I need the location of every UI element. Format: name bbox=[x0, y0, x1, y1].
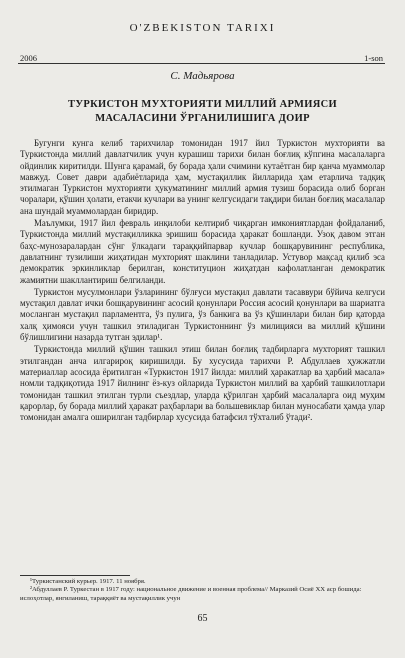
issue-year: 2006 bbox=[20, 53, 37, 63]
paragraph: Туркистонда миллий қўшин ташкил этиш билан боғлиқ тадбирларга мухторият ташкил этилгандан анча илгарироқ киришилди. Бу хусусида тарихчи Р. Абдуллаев ҳужжатли материаллар асосида ёритилган «Туркистон 1917 йилда: миллий ҳаракатлар ва ҳарбий масала» номли тадқиқотида 1917 йилнинг ёз-куз ойларида Туркистон миллий ва ҳарбий ташкилотлари томонидан ташкил этилган турли съездлар, уларда қўрилган ҳарбий масалаларга оид муҳим қарорлар, бу борада миллий ҳаракат раҳбарлари ва большевиклар билан муносабати ҳамда улар томонидан амалга оширилган тадбирлар хусусида батафсил тўхталиб ўтади². bbox=[20, 344, 385, 423]
footnotes bbox=[20, 578, 385, 603]
issue-number: 1-son bbox=[364, 53, 383, 63]
paragraph: Туркистон мусулмонлари ўзларининг бўлғуси мустақил давлати тасаввури бўйича келгуси мустақил давлат ички бошқарувининг асосий қонунлари Россия асосий қонунлари ва шариатга мосланган мустақил парламентга, ўз пулига, ўз банкига ва ўз қўшинлари билан бир қаторда халқ ҳимояси учун ташкил этиладиган Туркистоннинг ўз милицияси ва миллий қўшини бўлишлигини назарда тутган эдилар¹. bbox=[20, 286, 385, 343]
journal-title: O'ZBEKISTON TARIXI bbox=[129, 22, 276, 34]
article-author: С. Мадьярова bbox=[170, 70, 235, 82]
page-number: 65 bbox=[197, 613, 208, 624]
header-rule bbox=[18, 63, 385, 64]
article-body bbox=[20, 138, 385, 424]
paragraph: Маълумки, 1917 йил февраль инқилоби келтириб чиқарган имкониятлардан фойдаланиб, Туркистонда миллий мустақилликка эришиш борасида ҳаракат бошланди. Узоқ давом этган баҳс-мунозаралардан сўнг ўлкадаги тараққийпарвар кучлар бошқарувининг республика, давлатнинг тузилиши жиҳатидан мухторият шаклини танладилар. Устувор мақсад қилиб эса демократик эркинликлар берилган, конституцион жиҳатдан кафолатланган демократик жамиятни шакллантириш белгиланди. bbox=[20, 218, 385, 285]
footnote-rule bbox=[20, 575, 130, 576]
footnote: ¹Туркистанский курьер. 1917. 11 ноября. bbox=[30, 578, 146, 585]
footnote: ²Абдуллаев Р. Туркестан в 1917 году: национальное движение и военная проблема// Марказий Осиё XX аср бошида: ислоҳотлар, янгиланиш, тараққиёт ва мустақиллик учун bbox=[20, 586, 362, 602]
article-title: ТУРКИСТОН МУХТОРИЯТИ МИЛЛИЙ АРМИЯСИ МАСАЛАСИНИ ЎРГАНИЛИШИГА ДОИР bbox=[68, 99, 337, 124]
paragraph: Бугунги кунга келиб тарихчилар томонидан 1917 йил Туркистон мухторияти ва Туркистонда миллий давлатчилик учун курашиш тарихи билан боғлиқ кўпгина масалаларга ойдинлик киритилди. Шунга қарамай, бу борада ҳали счимини кутаётган бир қанча муаммолар мавжуд. Совет даври адабиётларида ҳам, мустақиллик йилларида ҳам етарлича тадқиқ этилмаган Туркистон мухторияти ҳукуматининг миллий армия тузиш борасида олиб борган чоралари, қўшин ҳолати, етакчи кучлари ва унинг келгусидаги тақдири билан боғлиқ масалалар ана шундай муаммолардан биридир. bbox=[20, 138, 385, 216]
